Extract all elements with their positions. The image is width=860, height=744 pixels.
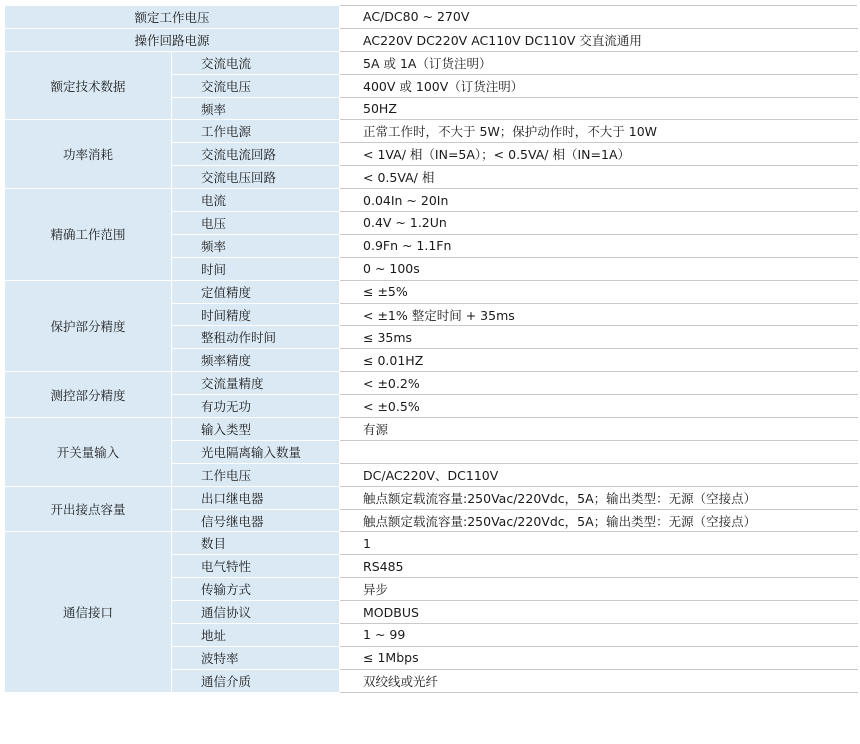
item-value: 0.04In ~ 20In: [340, 189, 858, 212]
group-label: 开出接点容量: [5, 486, 172, 532]
spec-row: [5, 51, 858, 74]
item-label: 波特率: [172, 646, 340, 669]
spec-row: [5, 6, 858, 29]
item-label: 通信协议: [172, 601, 340, 624]
item-label: 数目: [172, 532, 340, 555]
spec-row: [5, 372, 858, 395]
item-value: < ±1% 整定时间 + 35ms: [340, 303, 858, 326]
item-value: 双绞线或光纤: [340, 669, 858, 692]
item-value: 正常工作时，不大于 5W；保护动作时，不大于 10W: [340, 120, 858, 143]
group-label: 测控部分精度: [5, 372, 172, 418]
spec-row: [5, 486, 858, 509]
item-label: 有功无功: [172, 395, 340, 418]
item-value: [340, 440, 858, 463]
item-value: < ±0.5%: [340, 395, 858, 418]
item-label: 交流电流回路: [172, 143, 340, 166]
group-label: 开关量输入: [5, 418, 172, 487]
item-label: 地址: [172, 624, 340, 647]
item-value: 1: [340, 532, 858, 555]
item-value: 0.9Fn ~ 1.1Fn: [340, 234, 858, 257]
item-label: 电气特性: [172, 555, 340, 578]
item-label: 交流量精度: [172, 372, 340, 395]
item-label: 定值精度: [172, 280, 340, 303]
item-value: ≤ 0.01HZ: [340, 349, 858, 372]
spec-row: [5, 418, 858, 441]
spec-table-body: [5, 6, 858, 693]
item-label: 电流: [172, 189, 340, 212]
item-label: 光电隔离输入数量: [172, 440, 340, 463]
item-value: ≤ 35ms: [340, 326, 858, 349]
item-label: 输入类型: [172, 418, 340, 441]
item-value: < ±0.2%: [340, 372, 858, 395]
item-label: 交流电流: [172, 51, 340, 74]
item-label: 工作电压: [172, 463, 340, 486]
spec-label: 操作回路电源: [5, 28, 340, 51]
spec-row: [5, 120, 858, 143]
item-label: 频率: [172, 234, 340, 257]
item-value: RS485: [340, 555, 858, 578]
item-label: 电压: [172, 212, 340, 235]
item-label: 交流电压回路: [172, 166, 340, 189]
item-value: 400V 或 100V（订货注明）: [340, 74, 858, 97]
item-label: 传输方式: [172, 578, 340, 601]
item-value: < 0.5VA/ 相: [340, 166, 858, 189]
item-value: 触点额定载流容量:250Vac/220Vdc，5A；输出类型：无源（空接点）: [340, 486, 858, 509]
group-label: 通信接口: [5, 532, 172, 692]
item-label: 工作电源: [172, 120, 340, 143]
item-label: 时间: [172, 257, 340, 280]
item-value: MODBUS: [340, 601, 858, 624]
item-value: 50HZ: [340, 97, 858, 120]
item-label: 交流电压: [172, 74, 340, 97]
item-value: ≤ 1Mbps: [340, 646, 858, 669]
spec-table: [4, 5, 858, 693]
item-value: 0 ~ 100s: [340, 257, 858, 280]
group-label: 功率消耗: [5, 120, 172, 189]
item-value: 1 ~ 99: [340, 624, 858, 647]
item-label: 出口继电器: [172, 486, 340, 509]
item-value: 0.4V ~ 1.2Un: [340, 212, 858, 235]
item-value: 有源: [340, 418, 858, 441]
spec-row: [5, 280, 858, 303]
group-label: 精确工作范围: [5, 189, 172, 281]
item-value: ≤ ±5%: [340, 280, 858, 303]
item-value: 异步: [340, 578, 858, 601]
spec-row: [5, 28, 858, 51]
group-label: 额定技术数据: [5, 51, 172, 120]
item-value: < 1VA/ 相（IN=5A）；< 0.5VA/ 相（IN=1A）: [340, 143, 858, 166]
spec-label: 额定工作电压: [5, 6, 340, 29]
item-label: 整租动作时间: [172, 326, 340, 349]
item-label: 时间精度: [172, 303, 340, 326]
item-label: 频率: [172, 97, 340, 120]
item-label: 频率精度: [172, 349, 340, 372]
item-value: 5A 或 1A（订货注明）: [340, 51, 858, 74]
item-value: 触点额定载流容量:250Vac/220Vdc，5A；输出类型：无源（空接点）: [340, 509, 858, 532]
item-label: 信号继电器: [172, 509, 340, 532]
item-value: DC/AC220V、DC110V: [340, 463, 858, 486]
group-label: 保护部分精度: [5, 280, 172, 372]
spec-value: AC220V DC220V AC110V DC110V 交直流通用: [340, 28, 858, 51]
spec-row: [5, 532, 858, 555]
spec-value: AC/DC80 ~ 270V: [340, 6, 858, 29]
item-label: 通信介质: [172, 669, 340, 692]
spec-row: [5, 189, 858, 212]
